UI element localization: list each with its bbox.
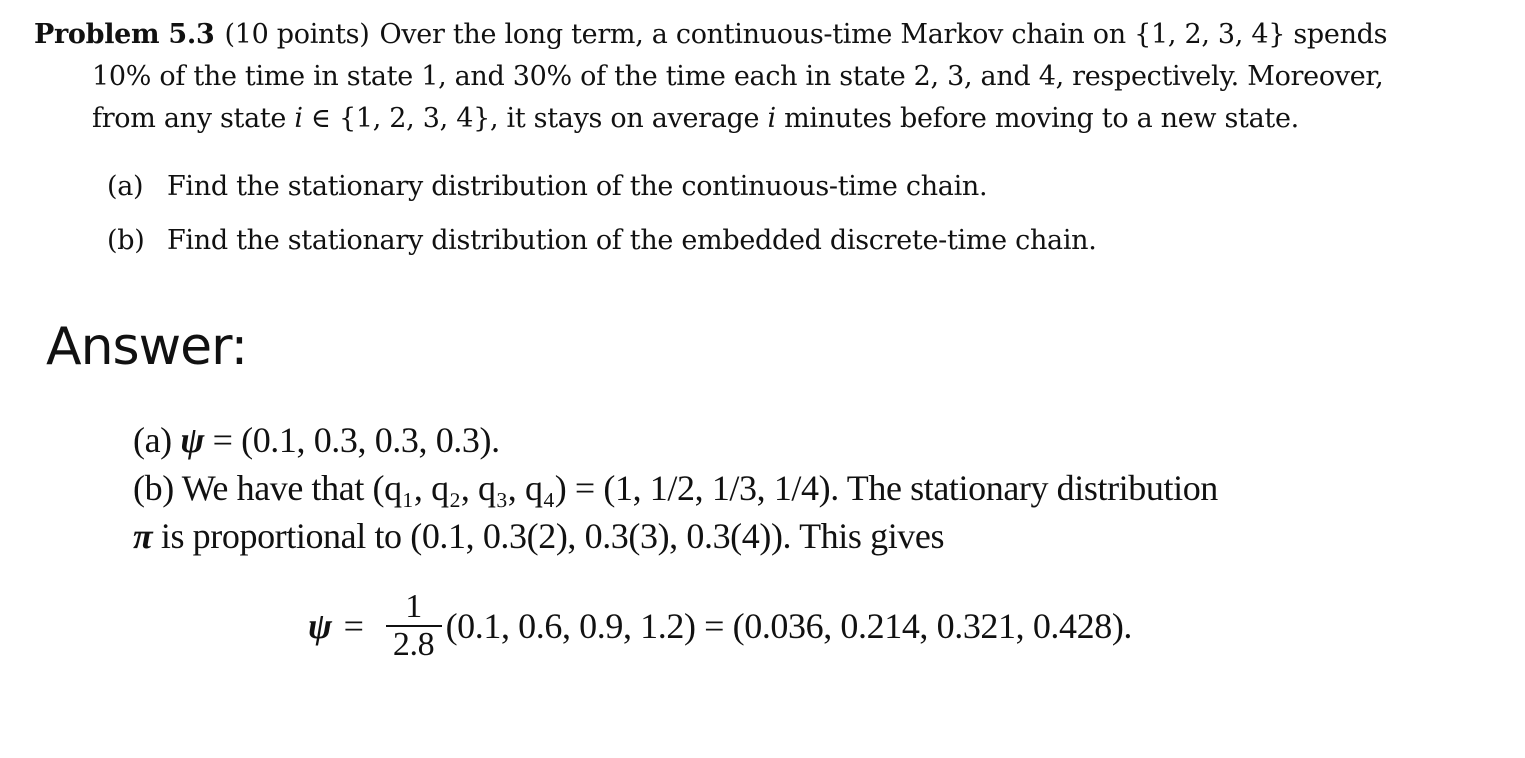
answer-heading: Answer:	[46, 317, 248, 377]
part-b-text: Find the stationary distribution of the embedded discrete-time chain.	[167, 225, 1097, 256]
psi-symbol: ψ	[180, 420, 205, 460]
answer-b-line-2: π is proportional to (0.1, 0.3(2), 0.3(3), 0.3(4)). This gives	[133, 516, 945, 556]
part-a-text: Find the stationary distribution of the continuous-time chain.	[167, 171, 988, 202]
display-equation	[308, 578, 1132, 674]
problem-parts	[107, 166, 1097, 274]
problem-text-line-1: Over the long term, a continuous-time Markov chain on {1, 2, 3, 4} spends	[379, 19, 1388, 50]
fraction	[386, 589, 442, 663]
problem-line-2: 10% of the time in state 1, and 30% of the time each in state 2, 3, and 4, respectively. Moreover,	[92, 61, 1384, 92]
problem-points: (10 points)	[224, 19, 370, 50]
part-a	[107, 166, 1097, 220]
fraction-denominator: 2.8	[392, 626, 435, 663]
problem-line-3: from any state i ∈ {1, 2, 3, 4}, it stays on average i minutes before moving to a new state.	[92, 103, 1299, 134]
part-b	[107, 220, 1097, 274]
equation-equals: =	[343, 606, 364, 646]
equation-lhs: ψ	[308, 606, 332, 646]
problem-statement	[34, 14, 1494, 140]
answer-body	[133, 416, 1218, 560]
equation-rhs: (0.1, 0.6, 0.9, 1.2) = (0.036, 0.214, 0.321, 0.428).	[445, 606, 1133, 646]
part-b-label: (b)	[107, 225, 145, 256]
answer-b-line-1: (b) We have that (q₁, q₂, q₃, q₄) = (1, 1/2, 1/3, 1/4). The stationary distribution	[133, 468, 1218, 508]
problem-line-1	[34, 14, 1494, 56]
answer-a: (a) ψ = (0.1, 0.3, 0.3, 0.3).	[133, 420, 500, 460]
problem-heading: Problem 5.3	[34, 19, 215, 50]
fraction-numerator: 1	[405, 588, 422, 625]
part-a-label: (a)	[107, 171, 144, 202]
pi-symbol: π	[133, 516, 153, 556]
